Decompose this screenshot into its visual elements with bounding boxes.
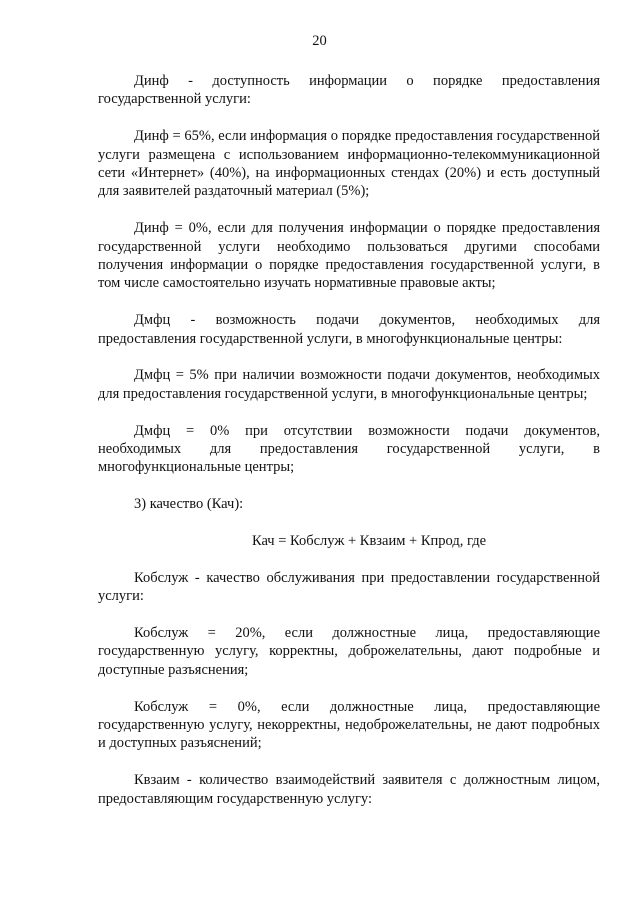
paragraph-kvzaim-definition: Квзаим - количество взаимодействий заявителя с должностным лицом, предоставляющим государственную услугу: (98, 772, 600, 807)
page-number: 20 (312, 33, 327, 49)
paragraph-dinf-0: Динф = 0%, если для получения информации о порядке предоставления государственной услуги необходимо пользоваться другими способами получения информации о порядке предоставления государственной услуги, в том числе самостоятельно изучать нормативные правовые акты; (98, 220, 600, 292)
paragraph-dinf-definition: Динф - доступность информации о порядке предоставления государственной услуги: (98, 73, 600, 108)
paragraph-kobsluzh-20: Кобслуж = 20%, если должностные лица, предоставляющие государственную услугу, корректны, доброжелательны, дают подробные и доступные разъяснения; (98, 625, 600, 678)
document-body (98, 72, 600, 826)
paragraph-kobsluzh-0: Кобслуж = 0%, если должностные лица, предоставляющие государственную услугу, некорректны, недоброжелательны, не дают подробных и доступных разъяснений; (98, 698, 600, 752)
paragraph-dmfc-5: Дмфц = 5% при наличии возможности подачи документов, необходимых для предоставления государственной услуги, в многофункциональные центры; (98, 367, 600, 402)
quality-formula: Кач = Кобслуж + Квзаим + Кпрод, где (251, 533, 487, 550)
paragraph-dmfc-0: Дмфц = 0% при отсутствии возможности подачи документов, необходимых для предоставления государственной услуги, в многофункциональные центры; (98, 422, 600, 476)
paragraph-kobsluzh-definition: Кобслуж - качество обслуживания при предоставлении государственной услуги: (98, 569, 600, 605)
paragraph-dmfc-definition: Дмфц - возможность подачи документов, необходимых для предоставления государственной услуги, в многофункциональные центры: (98, 312, 600, 347)
quality-heading: 3) качество (Кач): (134, 496, 244, 513)
paragraph-dinf-65: Динф = 65%, если информация о порядке предоставления государственной услуги размещена с использованием информационно-телекоммуникационной сети «Интернет» (40%), на информационных стендах (20%) и есть доступный для заявителей раздаточный материал (5%); (98, 128, 600, 200)
